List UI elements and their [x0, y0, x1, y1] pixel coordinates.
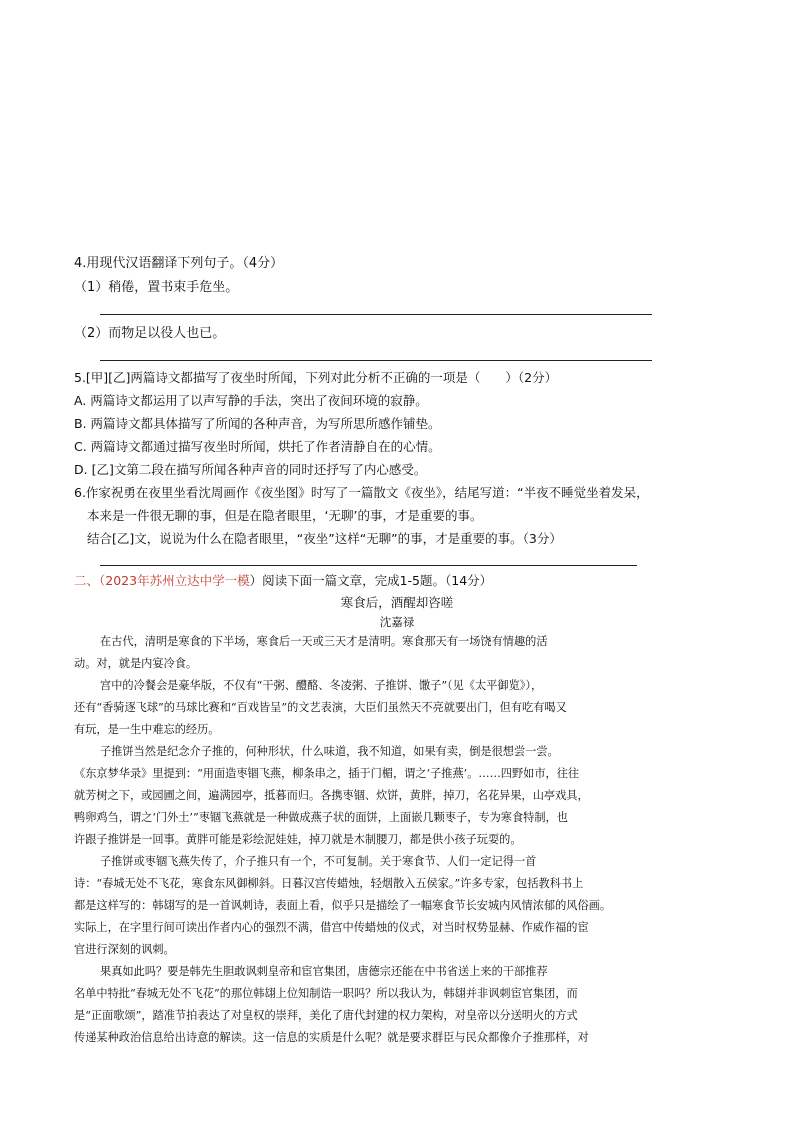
article-line: 有玩，是一生中难忘的经历。 — [74, 723, 220, 736]
article-line: 子推饼或枣锢飞燕失传了，介子推只有一个，不可复制。关于寒食节、人们一定记得一首 — [100, 855, 537, 868]
q4-answer-line-1[interactable] — [100, 314, 652, 315]
section2-source: 2023年苏州立达中学一模 — [105, 573, 250, 588]
article-line: 诗：“春城无处不飞花，寒食东风御柳斜。日暮汉宫传蜡烛，轻烟散入五侯家。”许多专家，包括教科书上 — [74, 877, 584, 890]
article-line: 在古代，清明是寒食的下半场，寒食后一天或三天才是清明。寒食那天有一场饶有情趣的活 — [100, 635, 548, 648]
q5-option-d: D. [乙]文第二段在描写所闻各种声音的同时还抒写了内心感受。 — [74, 462, 427, 477]
q5-stem: 5.[甲][乙]两篇诗文都描写了夜坐时所闻，下列对此分析不正确的一项是（ ）（2分） — [74, 370, 558, 385]
article-line: 子推饼当然是纪念介子推的，何种形状，什么味道，我不知道，如果有卖，倒是很想尝一尝。 — [100, 745, 559, 758]
article-author: 沈嘉禄 — [379, 615, 415, 629]
article-line: 都是这样写的：韩翃写的是一首讽刺诗，表面上看，似乎只是描绘了一幅寒食节长安城内风情浓郁的风俗画。 — [74, 899, 612, 912]
article-line: 传递某种政治信息给出诗意的解读。这一信息的实质是什么呢？就是要求群臣与民众都像介子推那样，对 — [74, 1031, 589, 1044]
section2-suffix: ）阅读下面一篇文章，完成1-5题。（14分） — [249, 573, 493, 588]
article-line: 是“正面歌颂”，踏准节拍表达了对皇权的崇拜，美化了唐代封建的权力架构，对皇帝以分送明火的方式 — [74, 1009, 578, 1022]
article-line: 《东京梦华录》里提到：“用面造枣锢飞燕，柳条串之，插于门楣，谓之‘子推燕’。……四野如市，往往 — [74, 767, 580, 780]
article-line: 鸭卵鸡刍，谓之‘门外土’”枣锢飞燕就是一种做成燕子状的面饼，上面嵌几颗枣子，专为寒食特制，也 — [74, 811, 568, 824]
q5-option-c: C. 两篇诗文都通过描写夜坐时所闻，烘托了作者清静自在的心情。 — [74, 439, 441, 454]
q5-option-b: B. 两篇诗文都具体描写了所闻的各种声音，为写所思所感作铺垫。 — [74, 416, 441, 431]
article-line: 动。对，就是内宴冷食。 — [74, 657, 198, 670]
q6-line-2: 本来是一件很无聊的事，但是在隐者眼里，‘无聊’的事，才是重要的事。 — [87, 508, 483, 523]
q4-item-1: （1）稍倦，置书束手危坐。 — [74, 280, 239, 295]
q6-line-1: 6.作家祝勇在夜里坐看沈周画作《夜坐图》时写了一篇散文《夜坐》，结尾写道：“半夜不睡觉坐着发呆， — [74, 485, 649, 500]
article-line: 还有“香骑逐飞球”的马球比赛和“百戏皆呈”的文艺表演，大臣们虽然天不亮就要出门，但有吃有喝又 — [74, 701, 567, 714]
article-title: 寒食后，酒醒却咨嗟 — [340, 595, 454, 610]
article-line: 实际上，在字里行间可读出作者内心的强烈不满，借宫中传蜡烛的仪式，对当时权势显赫、作威作福的宦 — [74, 921, 589, 934]
article-line: 果真如此吗？要是韩先生胆敢讽刺皇帝和宦官集团，唐德宗还能在中书省送上来的干部推荐 — [100, 965, 548, 978]
article-line: 官进行深刻的讽刺。 — [74, 943, 175, 956]
article-line: 宫中的冷餐会是豪华版，不仅有“干粥、醴酪、冬凌粥、子推饼、馓子”（见《太平御览》）， — [100, 679, 543, 692]
section2-prefix: 二、（ — [74, 573, 106, 588]
q4-stem: 4.用现代汉语翻译下列句子。（4分） — [74, 256, 284, 271]
q5-option-a: A. 两篇诗文都运用了以声写静的手法，突出了夜间环境的寂静。 — [74, 393, 428, 408]
q4-answer-line-2[interactable] — [100, 360, 652, 361]
q6-answer-line[interactable] — [100, 565, 637, 566]
article-line: 就芳树之下，或园圃之间，遍满园亭，抵暮而归。各携枣锢、炊饼，黄胖，掉刀，名花异果，山亭戏具， — [74, 789, 589, 802]
q4-item-2: （2）而物足以役人也已。 — [74, 326, 226, 341]
q6-line-3: 结合[乙]文，说说为什么在隐者眼里，“夜坐”这样“无聊”的事，才是重要的事。（3分） — [87, 531, 562, 546]
section2-heading — [74, 573, 492, 589]
article-line: 名单中特批“春城无处不飞花”的那位韩翃上位知制诰一职吗？所以我认为，韩翃并非讽刺宦官集团，而 — [74, 987, 578, 1000]
article-line: 许跟子推饼是一回事。黄胖可能是彩绘泥娃娃，掉刀就是木制腰刀，都是供小孩子玩耍的。 — [74, 833, 522, 846]
